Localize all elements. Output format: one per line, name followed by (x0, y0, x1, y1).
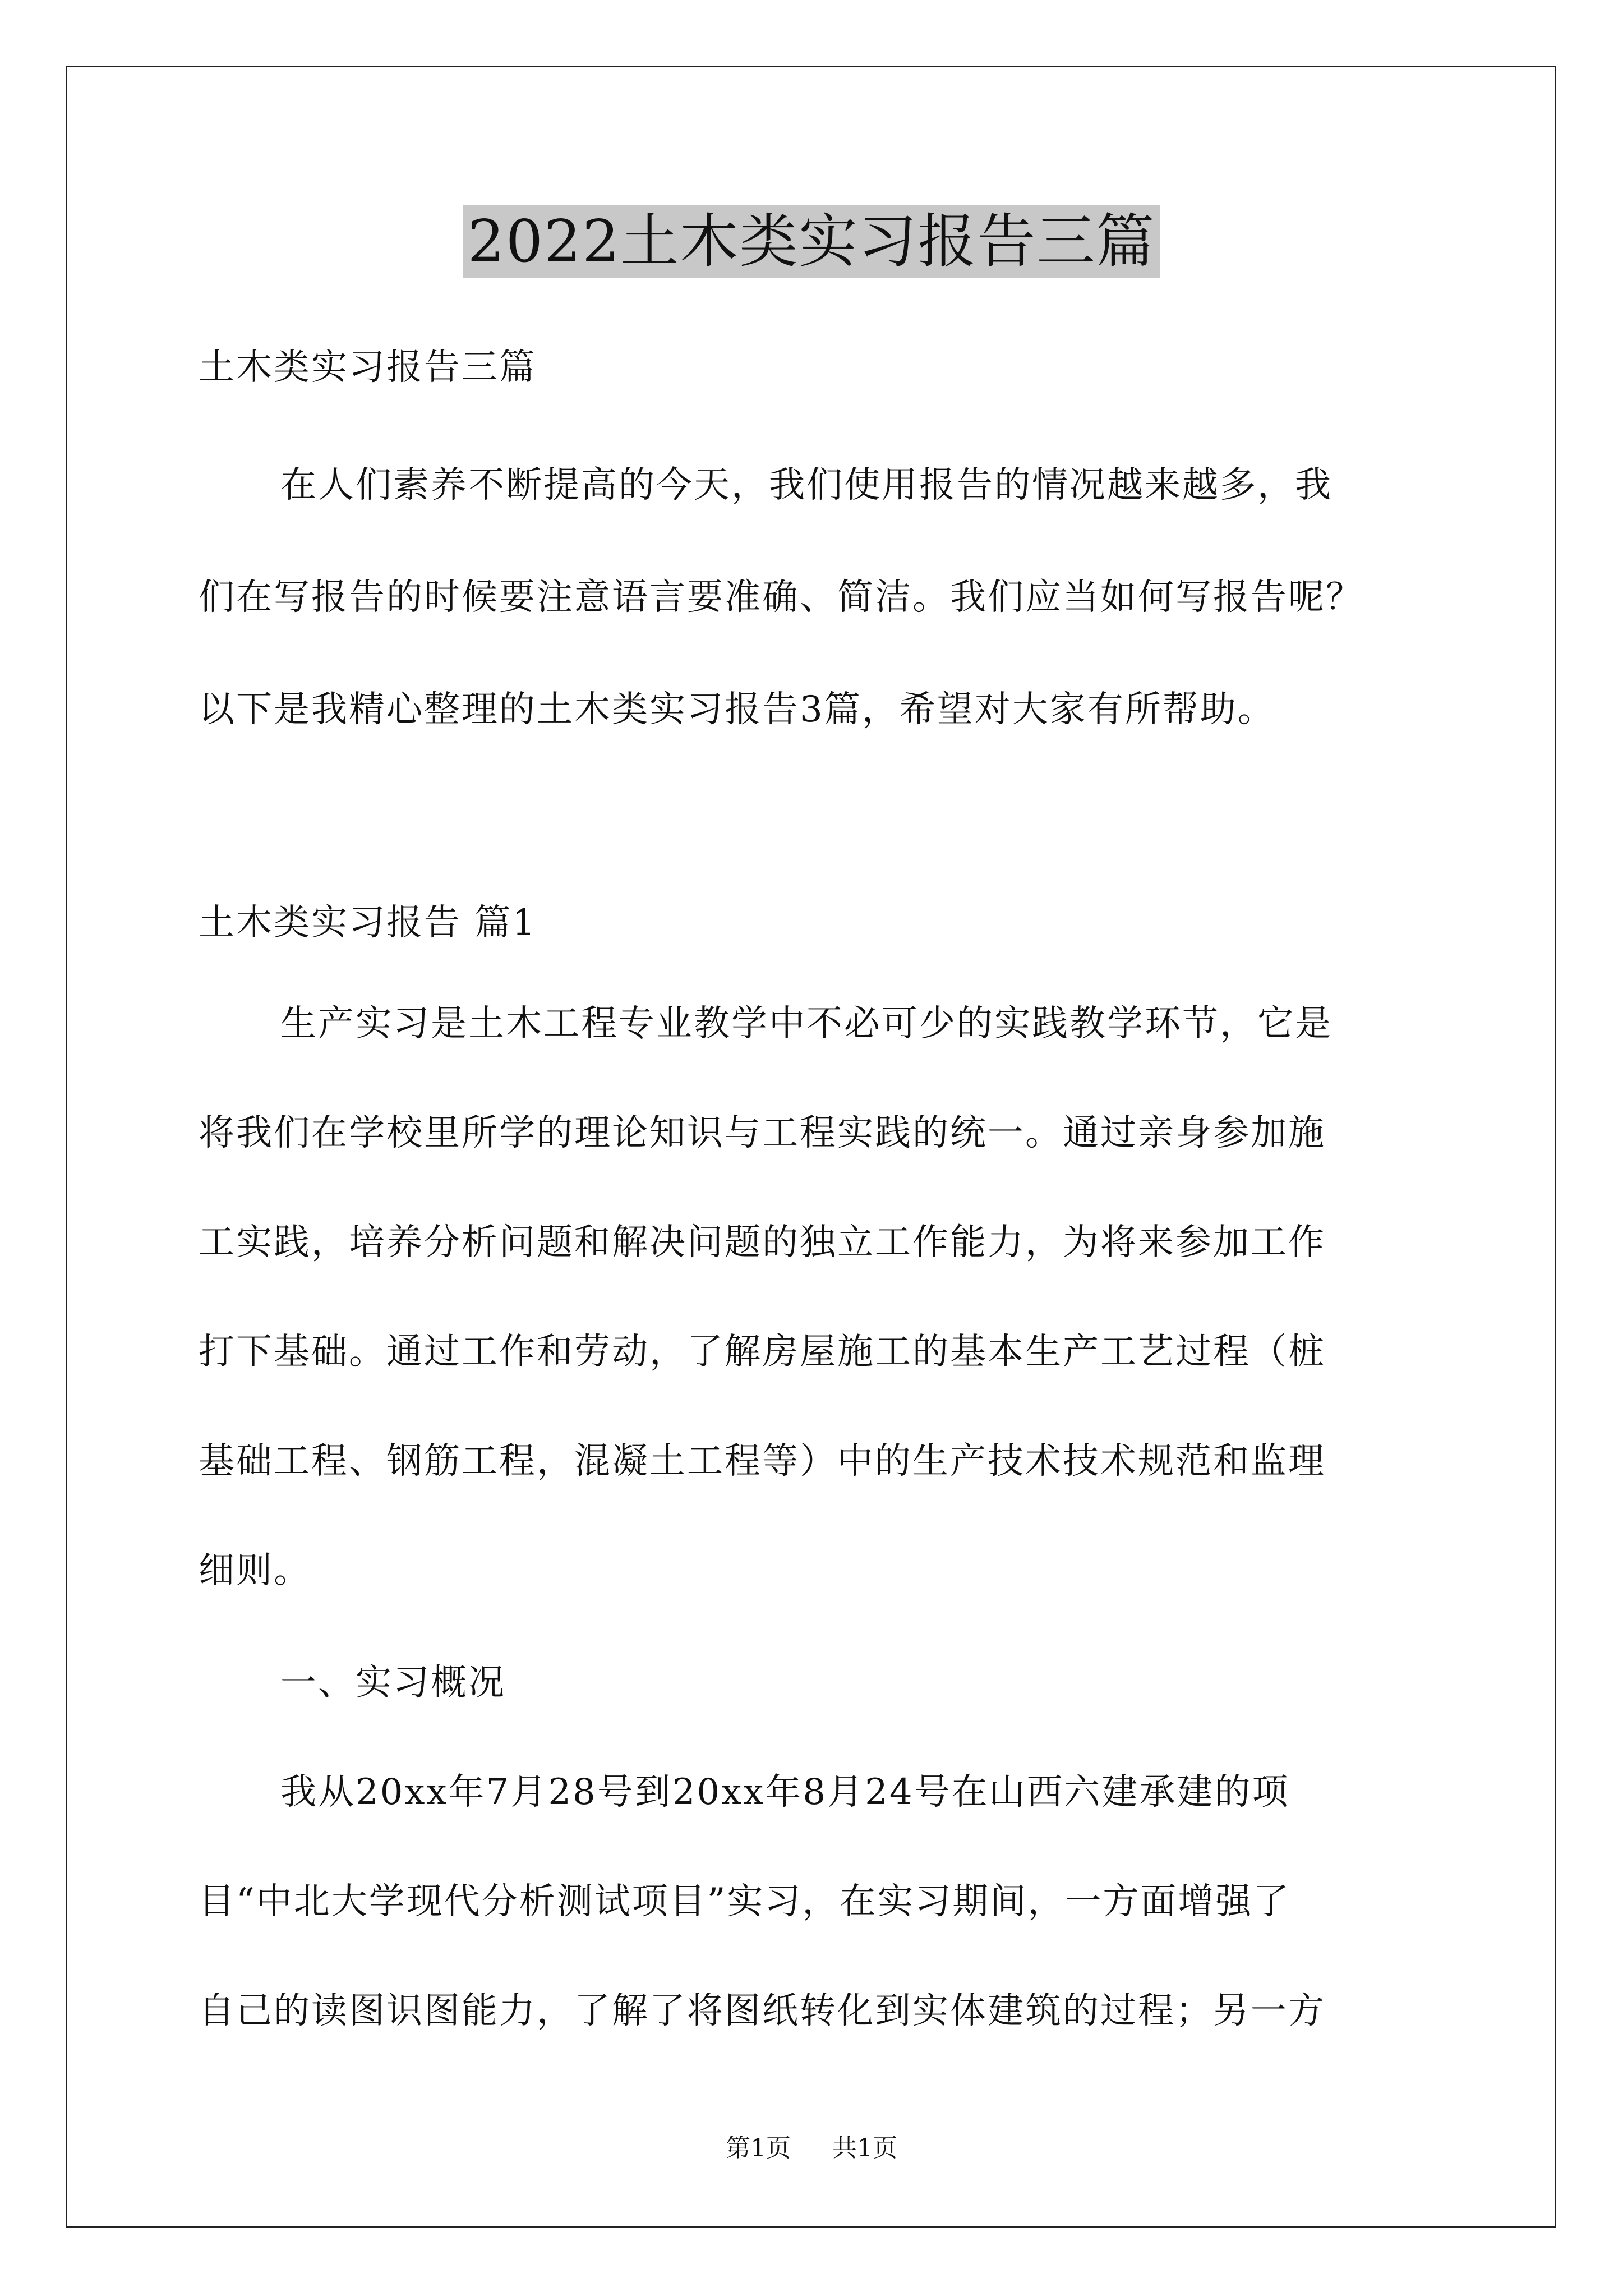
page-number: 第1页 (726, 2134, 791, 2162)
sub-heading: 一、实习概况 (280, 1662, 506, 1704)
body-line-5: 基础工程、钢筋工程，混凝土工程等）中的生产技术技术规范和监理 (199, 1441, 1326, 1482)
body-line-4: 打下基础。通过工作和劳动，了解房屋施工的基本生产工艺过程（桩 (199, 1331, 1326, 1373)
document-title (0, 202, 1623, 280)
intro-line-2: 们在写报告的时候要注意语言要准确、简洁。我们应当如何写报告呢？ (199, 577, 1363, 618)
body-line-3: 工实践，培养分析问题和解决问题的独立工作能力，为将来参加工作 (199, 1222, 1326, 1263)
body2-line-1: 我从20xx年7月28号到20xx年8月24号在山西六建承建的项 (280, 1772, 1290, 1813)
intro-line-3: 以下是我精心整理的土木类实习报告3篇，希望对大家有所帮助。 (199, 689, 1275, 730)
subtitle: 土木类实习报告三篇 (199, 347, 537, 388)
document-title-text: 2022土木类实习报告三篇 (463, 205, 1160, 278)
body2-line-3: 自己的读图识图能力，了解了将图纸转化到实体建筑的过程；另一方 (199, 1990, 1326, 2032)
body-line-6: 细则。 (199, 1550, 311, 1591)
body2-line-2: 目“中北大学现代分析测试项目”实习，在实习期间，一方面增强了 (199, 1881, 1291, 1922)
page-total: 共1页 (832, 2134, 897, 2162)
intro-line-1: 在人们素养不断提高的今天，我们使用报告的情况越来越多，我 (280, 464, 1332, 506)
section-heading: 土木类实习报告 篇1 (199, 902, 537, 944)
body-line-2: 将我们在学校里所学的理论知识与工程实践的统一。通过亲身参加施 (199, 1112, 1326, 1154)
body-line-1: 生产实习是土木工程专业教学中不必可少的实践教学环节，它是 (280, 1003, 1332, 1045)
page-footer (0, 2132, 1623, 2165)
